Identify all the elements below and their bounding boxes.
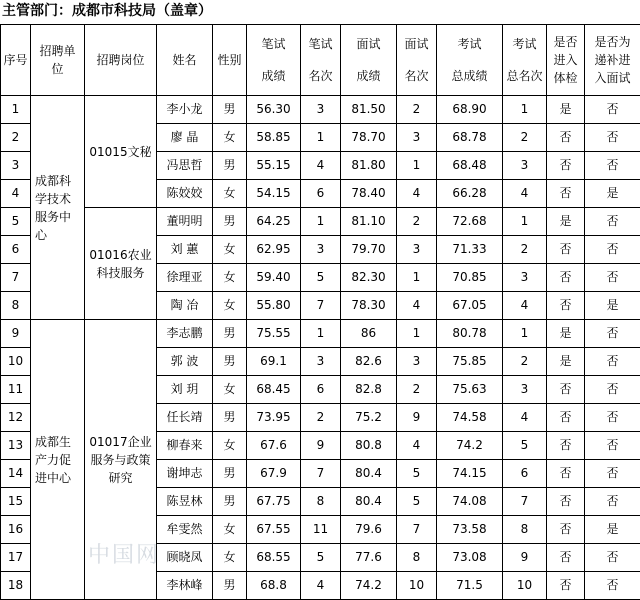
cell-makeup: 否 [585,572,640,600]
cell-gender: 女 [213,376,247,404]
cell-makeup: 否 [585,236,640,264]
cell-total-score: 70.85 [437,264,503,292]
cell-name: 陈姣姣 [157,180,213,208]
header-total-rank [503,25,547,96]
cell-physical: 否 [547,376,585,404]
cell-interview-rank: 4 [397,180,437,208]
cell-interview-rank: 2 [397,96,437,124]
cell-gender: 男 [213,488,247,516]
cell-seq: 14 [1,460,31,488]
cell-seq: 17 [1,544,31,572]
cell-written-score: 62.95 [247,236,301,264]
header-written-score-l1: 笔试 [247,34,300,54]
header-total-rank-l2: 总名次 [503,66,546,86]
cell-written-rank: 9 [301,432,341,460]
cell-total-score: 71.5 [437,572,503,600]
cell-makeup: 是 [585,516,640,544]
cell-written-score: 69.1 [247,348,301,376]
cell-written-rank: 2 [301,404,341,432]
cell-written-score: 58.85 [247,124,301,152]
cell-total-score: 73.58 [437,516,503,544]
header-total-score [437,25,503,96]
cell-written-score: 56.30 [247,96,301,124]
cell-written-rank: 7 [301,292,341,320]
cell-written-rank: 6 [301,180,341,208]
header-interview-score [341,25,397,96]
cell-total-score: 74.15 [437,460,503,488]
cell-interview-rank: 7 [397,516,437,544]
cell-makeup: 否 [585,124,640,152]
cell-name: 冯思哲 [157,152,213,180]
cell-total-score: 74.08 [437,488,503,516]
cell-written-score: 67.6 [247,432,301,460]
cell-interview-rank: 2 [397,208,437,236]
page-title: 主管部门：成都市科技局（盖章） [0,0,640,24]
cell-name: 陈昱林 [157,488,213,516]
cell-makeup: 否 [585,320,640,348]
header-name: 姓名 [157,25,213,96]
cell-total-rank: 1 [503,96,547,124]
cell-written-score: 55.80 [247,292,301,320]
cell-total-score: 74.58 [437,404,503,432]
cell-interview-score: 86 [341,320,397,348]
cell-name: 刘 蕙 [157,236,213,264]
cell-seq: 18 [1,572,31,600]
cell-name: 李林峰 [157,572,213,600]
header-interview-score-l1: 面试 [341,34,396,54]
cell-interview-score: 78.70 [341,124,397,152]
cell-total-score: 67.05 [437,292,503,320]
cell-interview-rank: 3 [397,124,437,152]
cell-gender: 女 [213,292,247,320]
cell-name: 李志鹏 [157,320,213,348]
header-unit-label: 招聘单位 [31,42,84,78]
cell-total-score: 74.2 [437,432,503,460]
cell-total-rank: 7 [503,488,547,516]
cell-physical: 是 [547,348,585,376]
cell-makeup: 否 [585,96,640,124]
cell-written-rank: 3 [301,236,341,264]
cell-interview-score: 81.50 [341,96,397,124]
cell-physical: 否 [547,516,585,544]
header-position: 招聘岗位 [85,25,157,96]
cell-interview-rank: 3 [397,348,437,376]
cell-gender: 男 [213,404,247,432]
cell-makeup: 否 [585,348,640,376]
cell-seq: 12 [1,404,31,432]
cell-makeup: 否 [585,544,640,572]
cell-makeup: 是 [585,180,640,208]
cell-interview-rank: 4 [397,432,437,460]
cell-physical: 否 [547,236,585,264]
cell-written-rank: 1 [301,208,341,236]
cell-written-score: 68.55 [247,544,301,572]
cell-written-score: 67.75 [247,488,301,516]
cell-interview-score: 79.70 [341,236,397,264]
cell-name: 牟雯然 [157,516,213,544]
watermark: 中国网 [88,538,160,569]
cell-gender: 男 [213,572,247,600]
cell-interview-score: 78.40 [341,180,397,208]
cell-name: 刘 玥 [157,376,213,404]
cell-physical: 否 [547,572,585,600]
results-table [0,24,640,600]
cell-total-score: 80.78 [437,320,503,348]
cell-written-rank: 7 [301,460,341,488]
cell-gender: 男 [213,320,247,348]
header-makeup [585,25,640,96]
cell-makeup: 否 [585,432,640,460]
cell-name: 廖 晶 [157,124,213,152]
header-physical-l2: 进入 [547,51,584,69]
header-row [1,25,640,96]
cell-total-rank: 2 [503,348,547,376]
header-total-score-l1: 考试 [437,34,502,54]
cell-makeup: 否 [585,488,640,516]
cell-total-score: 75.85 [437,348,503,376]
cell-written-score: 75.55 [247,320,301,348]
cell-position: 01015文秘 [85,96,157,208]
cell-seq: 3 [1,152,31,180]
header-written-rank-l1: 笔试 [301,34,340,54]
cell-seq: 7 [1,264,31,292]
cell-gender: 男 [213,152,247,180]
cell-written-score: 54.15 [247,180,301,208]
cell-position: 01016农业科技服务 [85,208,157,320]
cell-interview-score: 80.8 [341,432,397,460]
cell-seq: 8 [1,292,31,320]
cell-interview-score: 82.30 [341,264,397,292]
cell-total-rank: 4 [503,180,547,208]
cell-name: 李小龙 [157,96,213,124]
cell-total-rank: 4 [503,292,547,320]
cell-total-rank: 2 [503,124,547,152]
cell-written-rank: 5 [301,264,341,292]
table-row [1,208,640,236]
cell-total-rank: 3 [503,264,547,292]
cell-seq: 1 [1,96,31,124]
cell-total-score: 75.63 [437,376,503,404]
cell-interview-rank: 5 [397,488,437,516]
cell-total-rank: 1 [503,320,547,348]
cell-physical: 否 [547,460,585,488]
header-written-score-l2: 成绩 [247,66,300,86]
cell-seq: 10 [1,348,31,376]
cell-total-score: 72.68 [437,208,503,236]
cell-total-score: 68.78 [437,124,503,152]
cell-seq: 9 [1,320,31,348]
cell-physical: 是 [547,320,585,348]
cell-written-rank: 6 [301,376,341,404]
cell-written-score: 68.8 [247,572,301,600]
cell-interview-rank: 1 [397,320,437,348]
cell-seq: 16 [1,516,31,544]
header-seq: 序号 [1,25,31,96]
header-gender: 性别 [213,25,247,96]
cell-makeup: 否 [585,264,640,292]
cell-physical: 否 [547,292,585,320]
header-written-rank [301,25,341,96]
cell-seq: 13 [1,432,31,460]
cell-interview-score: 75.2 [341,404,397,432]
header-total-rank-l1: 考试 [503,34,546,54]
cell-name: 顾晓凤 [157,544,213,572]
cell-interview-score: 81.80 [341,152,397,180]
header-interview-rank-l1: 面试 [397,34,436,54]
cell-gender: 女 [213,516,247,544]
cell-total-score: 71.33 [437,236,503,264]
results-body [1,96,640,600]
cell-gender: 男 [213,208,247,236]
cell-interview-score: 80.4 [341,488,397,516]
cell-interview-rank: 1 [397,264,437,292]
cell-gender: 女 [213,432,247,460]
cell-gender: 男 [213,460,247,488]
header-interview-rank [397,25,437,96]
cell-written-rank: 4 [301,152,341,180]
cell-total-rank: 1 [503,208,547,236]
table-row [1,96,640,124]
cell-written-score: 55.15 [247,152,301,180]
cell-written-rank: 5 [301,544,341,572]
cell-interview-score: 82.8 [341,376,397,404]
cell-total-rank: 6 [503,460,547,488]
cell-gender: 女 [213,264,247,292]
header-interview-score-l2: 成绩 [341,66,396,86]
header-physical [547,25,585,96]
cell-total-score: 68.48 [437,152,503,180]
cell-interview-rank: 5 [397,460,437,488]
cell-interview-rank: 4 [397,292,437,320]
header-makeup-l1: 是否为 [585,33,640,51]
cell-seq: 2 [1,124,31,152]
header-physical-l1: 是否 [547,33,584,51]
cell-total-rank: 8 [503,516,547,544]
cell-total-score: 66.28 [437,180,503,208]
header-interview-rank-l2: 名次 [397,66,436,86]
cell-physical: 否 [547,404,585,432]
cell-seq: 11 [1,376,31,404]
cell-name: 陶 冶 [157,292,213,320]
cell-name: 郭 波 [157,348,213,376]
cell-makeup: 否 [585,376,640,404]
cell-interview-rank: 1 [397,152,437,180]
cell-total-rank: 9 [503,544,547,572]
cell-interview-score: 80.4 [341,460,397,488]
cell-written-score: 73.95 [247,404,301,432]
cell-written-rank: 1 [301,124,341,152]
cell-interview-rank: 8 [397,544,437,572]
cell-physical: 否 [547,152,585,180]
cell-written-rank: 4 [301,572,341,600]
cell-physical: 是 [547,96,585,124]
cell-written-rank: 11 [301,516,341,544]
cell-physical: 否 [547,180,585,208]
cell-total-rank: 2 [503,236,547,264]
cell-physical: 否 [547,488,585,516]
cell-total-rank: 4 [503,404,547,432]
cell-name: 董明明 [157,208,213,236]
cell-name: 谢坤志 [157,460,213,488]
cell-total-rank: 3 [503,376,547,404]
cell-gender: 男 [213,348,247,376]
cell-interview-rank: 10 [397,572,437,600]
cell-seq: 4 [1,180,31,208]
cell-physical: 否 [547,432,585,460]
cell-position: 01017企业服务与政策研究 [85,320,157,600]
cell-makeup: 是 [585,292,640,320]
cell-written-rank: 8 [301,488,341,516]
cell-physical: 否 [547,544,585,572]
cell-written-score: 68.45 [247,376,301,404]
cell-gender: 女 [213,236,247,264]
cell-makeup: 否 [585,208,640,236]
cell-written-score: 64.25 [247,208,301,236]
cell-written-rank: 3 [301,348,341,376]
cell-name: 柳春来 [157,432,213,460]
cell-interview-score: 81.10 [341,208,397,236]
cell-name: 徐理亚 [157,264,213,292]
cell-makeup: 否 [585,404,640,432]
cell-makeup: 否 [585,460,640,488]
header-makeup-l3: 入面试 [585,69,640,87]
cell-interview-score: 78.30 [341,292,397,320]
cell-gender: 女 [213,544,247,572]
cell-interview-rank: 3 [397,236,437,264]
cell-seq: 15 [1,488,31,516]
header-physical-l3: 体检 [547,69,584,87]
cell-written-score: 59.40 [247,264,301,292]
cell-seq: 5 [1,208,31,236]
cell-written-rank: 3 [301,96,341,124]
header-total-score-l2: 总成绩 [437,66,502,86]
table-row [1,320,640,348]
cell-written-rank: 1 [301,320,341,348]
cell-interview-score: 77.6 [341,544,397,572]
cell-total-score: 73.08 [437,544,503,572]
cell-name: 任长靖 [157,404,213,432]
cell-interview-score: 82.6 [341,348,397,376]
cell-gender: 男 [213,96,247,124]
cell-seq: 6 [1,236,31,264]
cell-interview-score: 79.6 [341,516,397,544]
cell-total-rank: 5 [503,432,547,460]
header-written-score [247,25,301,96]
cell-interview-rank: 2 [397,376,437,404]
header-makeup-l2: 递补进 [585,51,640,69]
cell-interview-score: 74.2 [341,572,397,600]
cell-physical: 否 [547,264,585,292]
cell-written-score: 67.55 [247,516,301,544]
cell-interview-rank: 9 [397,404,437,432]
header-unit [31,25,85,96]
cell-physical: 是 [547,208,585,236]
header-written-rank-l2: 名次 [301,66,340,86]
cell-total-score: 68.90 [437,96,503,124]
cell-total-rank: 10 [503,572,547,600]
cell-makeup: 否 [585,152,640,180]
cell-unit: 成都生产力促进中心 [31,320,85,600]
cell-gender: 女 [213,124,247,152]
cell-written-score: 67.9 [247,460,301,488]
cell-physical: 否 [547,124,585,152]
cell-gender: 女 [213,180,247,208]
cell-unit: 成都科学技术服务中心 [31,96,85,320]
cell-total-rank: 3 [503,152,547,180]
